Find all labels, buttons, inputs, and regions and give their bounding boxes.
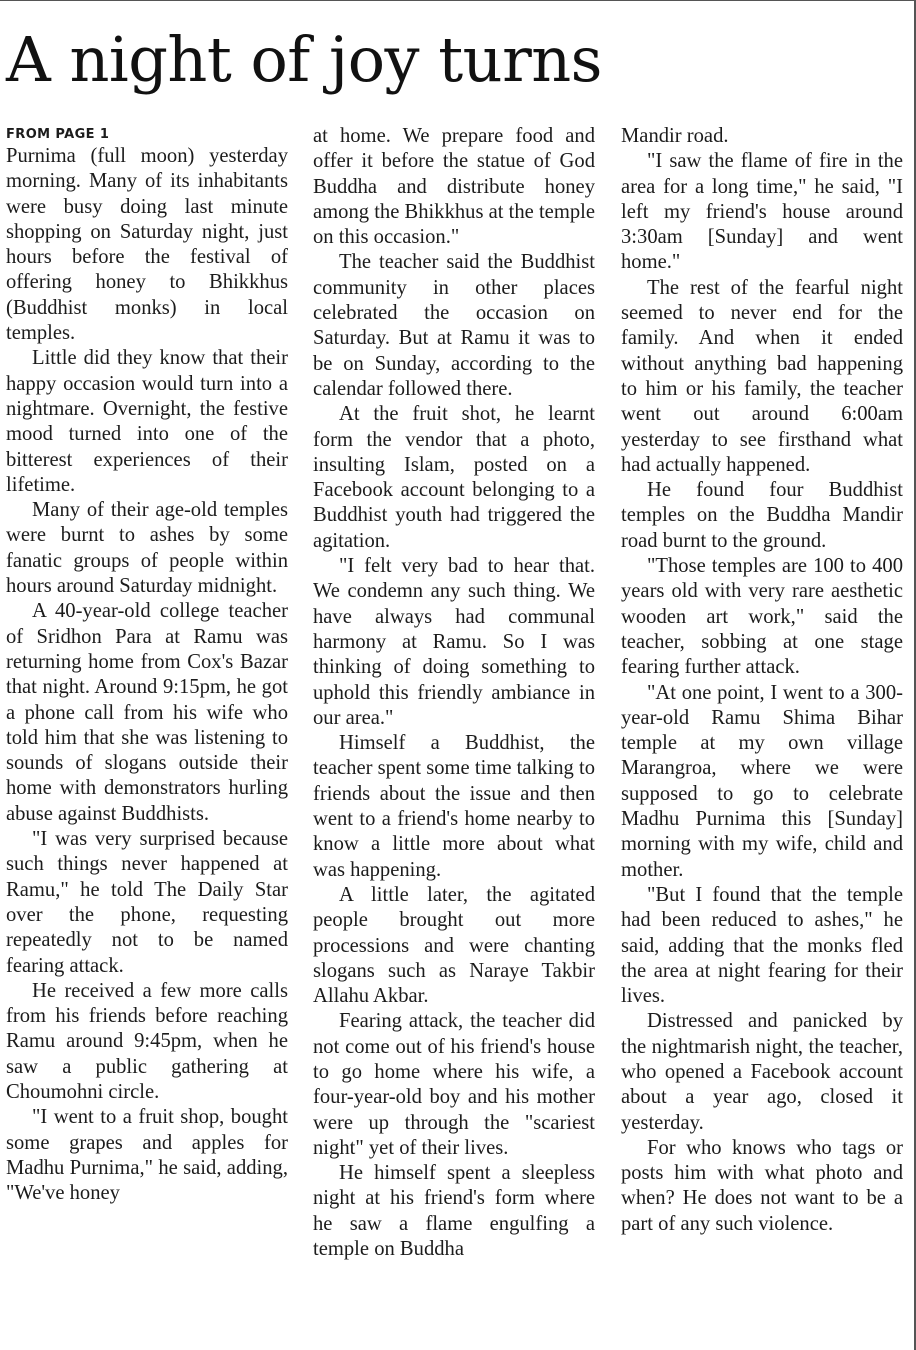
- paragraph: "I saw the flame of fire in the area for a long time," he said, "I left my friend's house around 3:30am [Sunday] and went home.": [621, 150, 903, 274]
- paragraph: "I felt very bad to hear that. We condemn any such thing. We have always had communal harmony at Ramu. So I was thinking of doing something to uphold this friendly ambiance in our area.": [313, 555, 595, 729]
- paragraph: Little did they know that their happy occasion would turn into a nightmare. Overnight, the festive mood turned into one of the bitterest experiences of their lifetime.: [6, 347, 288, 496]
- paragraph: "But I found that the temple had been reduced to ashes," he said, adding that the monks fled the area at night fearing for their lives.: [621, 883, 903, 1008]
- paragraph: "I went to a fruit shop, bought some grapes and apples for Madhu Purnima," he said, adding, "We've honey: [6, 1106, 288, 1205]
- top-rule: [0, 0, 916, 5]
- paragraph: "Those temples are 100 to 400 years old with very rare aesthetic wooden art work," said the teacher, sobbing at one stage fearing further attack.: [621, 555, 903, 679]
- paragraph: The rest of the fearful night seemed to never end for the family. And when it ended without anything bad happening to him or his family, the teacher went out around 6:00am yesterday to see firsthand what had actually happened.: [621, 276, 903, 476]
- paragraph: He received a few more calls from his friends before reaching Ramu around 9:45pm, when he saw a public gathering at Choumohni circle.: [6, 979, 288, 1103]
- paragraph: Purnima (full moon) yesterday morning. Many of its inhabitants were busy doing last minute shopping on Saturday night, just hours before the festival of offering honey to Bhikkhus (Buddhist monks) in local temples.: [6, 145, 288, 345]
- paragraph: A 40-year-old college teacher of Sridhon Para at Ramu was returning home from Cox's Bazar that night. Around 9:15pm, he got a phone call from his wife who told him that she was listening to sounds of slogans outside their home with demonstrators hurling abuse against Buddhists.: [6, 600, 288, 825]
- paragraph: Himself a Buddhist, the teacher spent some time talking to friends about the issue and then went to a friend's home nearby to know a little more about what was happening.: [313, 732, 595, 881]
- paragraph: Many of their age-old temples were burnt to ashes by some fanatic groups of people within hours around Saturday midnight.: [6, 499, 288, 598]
- article-column-2: [313, 124, 595, 1262]
- kicker-from-page-1: FROM PAGE 1: [6, 127, 110, 142]
- paragraph: For who knows who tags or posts him with what photo and when? He does not want to be a part of any such violence.: [621, 1136, 903, 1235]
- paragraph: "I was very surprised because such things never happened at Ramu," he told The Daily Star over the phone, requesting repeatedly not to be named fearing attack.: [6, 828, 288, 977]
- paragraph: The teacher said the Buddhist community in other places celebrated the occasion on Saturday. But at Ramu it was to be on Sunday, according to the calendar followed there.: [313, 251, 595, 400]
- article-column-1: [6, 124, 288, 1206]
- article-column-3: [621, 124, 903, 1237]
- headline: A night of joy turns: [6, 23, 602, 96]
- paragraph: A little later, the agitated people brought out more processions and were chanting slogans such as Naraye Takbir Allahu Akbar.: [313, 883, 595, 1008]
- paragraph: At the fruit shot, he learnt form the vendor that a photo, insulting Islam, posted on a Facebook account belonging to a Buddhist youth had triggered the agitation.: [313, 403, 595, 552]
- paragraph: "At one point, I went to a 300-year-old Ramu Shima Bihar temple at my own village Marangroa, where we were supposed to go to celebrate Madhu Purnima this [Sunday] morning with my wife, child and mother.: [621, 681, 903, 881]
- paragraph: Fearing attack, the teacher did not come out of his friend's house to go home where his wife, a four-year-old boy and his mother were up through the "scariest night" yet of their lives.: [313, 1010, 595, 1159]
- paragraph: Mandir road.: [621, 125, 729, 147]
- paragraph: Distressed and panicked by the nightmarish night, the teacher, who opened a Facebook account about a year ago, closed it yesterday.: [621, 1010, 903, 1134]
- paragraph: He found four Buddhist temples on the Buddha Mandir road burnt to the ground.: [621, 479, 903, 552]
- paragraph: at home. We prepare food and offer it before the statue of God Buddha and distribute honey among the Bhikkhus at the temple on this occasion.": [313, 125, 595, 249]
- paragraph: He himself spent a sleepless night at his friend's form where he saw a flame engulfing a temple on Buddha: [313, 1162, 595, 1261]
